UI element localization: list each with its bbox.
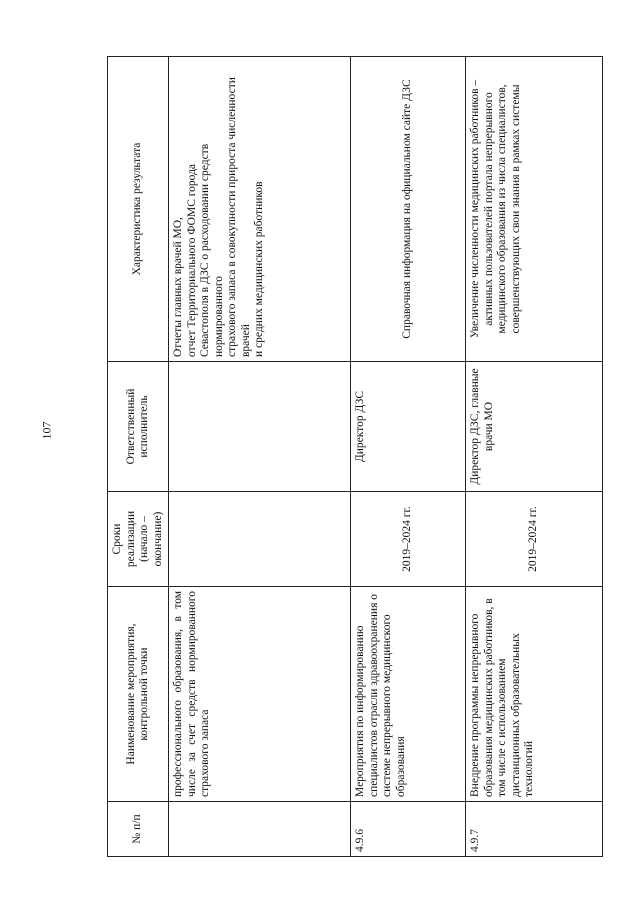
table-header-row [108, 57, 169, 857]
cell-name: Внедрение программы непрерывного образования медицинских работников, в том числе с использованием дистанционных образовательных технологий [466, 587, 603, 802]
header-number: № п/п [108, 802, 169, 857]
header-period: Сроки реализации (начало – окончание) [108, 492, 169, 587]
cell-number [169, 802, 351, 857]
header-executor: Ответственный исполнитель [108, 362, 169, 492]
cell-number: 4.9.7 [466, 802, 603, 857]
cell-period [169, 492, 351, 587]
cell-executor: Директор ДЗС, главные врачи МО [466, 362, 603, 492]
header-result: Характеристика результата [108, 57, 169, 362]
cell-executor: Директор ДЗС [351, 362, 466, 492]
table-row [466, 57, 603, 857]
cell-result: Справочная информация на официальном сайте ДЗС [351, 57, 466, 362]
cell-number: 4.9.6 [351, 802, 466, 857]
cell-result: Увеличение численности медицинских работников – активных пользователей портала непрерывного медицинского образования из числа специалистов, совершенствующих свои знания в рамках системы [466, 57, 603, 362]
rotated-table [107, 57, 597, 857]
cell-period: 2019–2024 гг. [466, 492, 603, 587]
page-number: 107 [39, 421, 54, 440]
table-row [351, 57, 466, 857]
rotated-table-container [107, 57, 597, 857]
cell-executor [169, 362, 351, 492]
cell-name: профессионального образования, в том числе за счет средств нормированного страхового запаса [169, 587, 351, 802]
header-name: Наименование мероприятия, контрольной точки [108, 587, 169, 802]
cell-result: Отчеты главных врачей МО, отчет Территориального ФОМС города Севастополя в ДЗС о расходовании средств нормированного страхового запаса в совокупности прироста численности врачей и средних медицинских работников [169, 57, 351, 362]
cell-period: 2019–2024 гг. [351, 492, 466, 587]
plan-table [107, 56, 603, 857]
cell-name: Мероприятия по информированию специалистов отрасли здравоохранения о системе непрерывного медицинского образования [351, 587, 466, 802]
table-row [169, 57, 351, 857]
